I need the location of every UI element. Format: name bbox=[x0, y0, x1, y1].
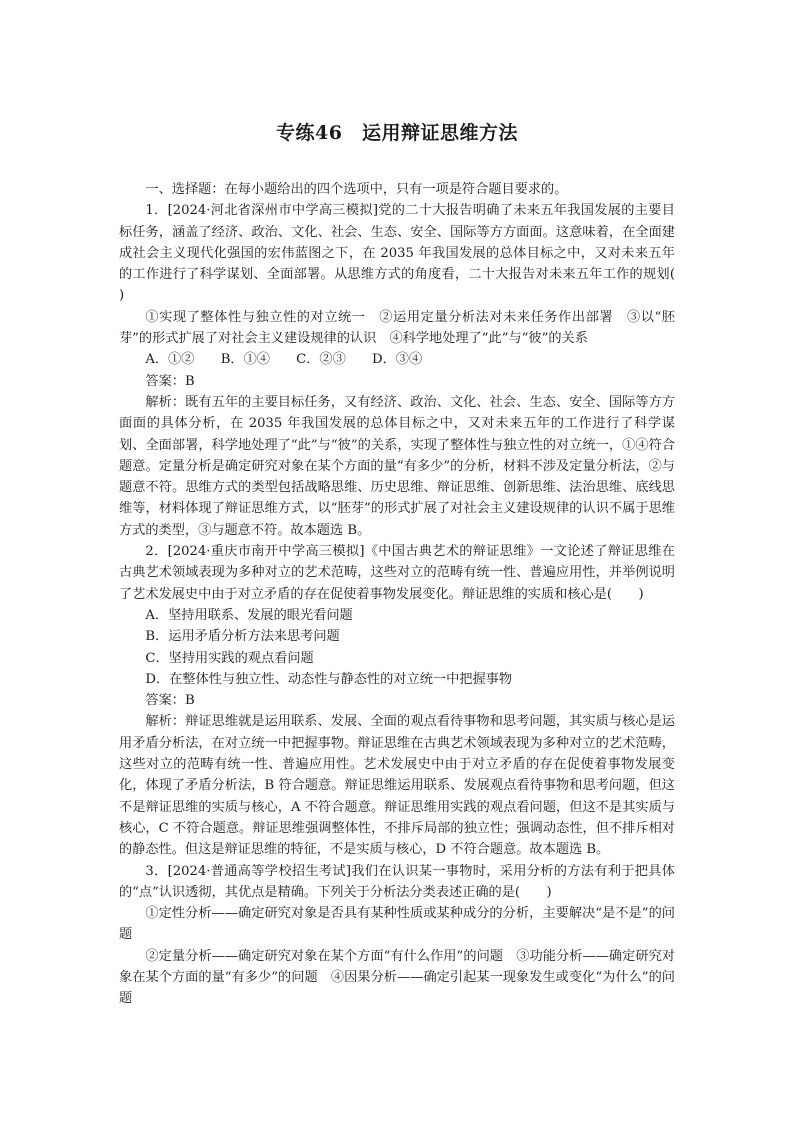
choice-b: B．①④ bbox=[220, 352, 270, 368]
question-3-stem: 3．[2024·普通高等学校招生考试]我们在认识某一事物时，采用分析的方法有利于把具体的“点”认识透彻，其优点是精确。下列关于分析法分类表述正确的是( ) bbox=[119, 863, 675, 900]
question-2-analysis: 解析：辩证思维就是运用联系、发展、全面的观点看待事物和思考问题，其实质与核心是运用矛盾分析法，在对立统一中把握事物。辩证思维在古典艺术领域表现为多种对立的艺术范畴，这些对立的范畴有统一性、普遍应用性。艺术发展史中由于对立矛盾的存在促使着事物发展变化，体现了矛盾分析法，B 符合题意。辩证思维运用联系、发展观点看待事物和思考问题，但这不是辩证思维的实质与核心，A 不符合题意。辩证思维用实践的观点看问题，但这不是其实质与核心，C 不符合题意。辩证思维强调整体性，不排斥局部的独立性；强调动态性，但不排斥相对的静态性。但这是辩证思维的特征，不是实质与核心，D 不符合题意。故本题选 B。 bbox=[119, 714, 675, 858]
question-1-stem: 1．[2024·河北省深州市中学高三模拟]党的二十大报告明确了未来五年我国发展的主要目标任务，涵盖了经济、政治、文化、社会、生态、安全、国际等方方面面。这意味着，在全面建成社会主义现代化强国的宏伟蓝图之下，在 2035 年我国发展的总体目标之中，又对未来五年的工作进行了科学谋划、全面部署。从思维方式的角度看，二十大报告对未来五年工作的规划( ) bbox=[119, 203, 702, 304]
choice-a: A．①② bbox=[145, 352, 195, 368]
document-page bbox=[119, 118, 702, 1010]
question-2-option-a: A．坚持用联系、发展的眼光看问题 bbox=[145, 607, 353, 623]
question-3-statements-2: ②定量分析——确定研究对象在某个方面“有什么作用”的问题 ③功能分析——确定研究对象在某个方面的量“有多少”的问题 ④因果分析——确定引起某一现象发生或变化“为什么”的问题 bbox=[119, 948, 675, 1007]
choice-c: C．②③ bbox=[296, 352, 346, 368]
question-2-option-d: D．在整体性与独立性、动态性与静态性的对立统一中把握事物 bbox=[145, 671, 513, 687]
choice-d: D．③④ bbox=[372, 352, 423, 368]
section-heading: 一、选择题：在每小题给出的四个选项中，只有一项是符合题目要求的。 bbox=[145, 182, 568, 197]
question-3-statement-1: ①定性分析——确定研究对象是否具有某种性质或某种成分的分析，主要解决“是不是”的问题 bbox=[119, 906, 675, 943]
page-title: 专练46 运用辩证思维方法 bbox=[276, 122, 518, 144]
question-2-answer: 答案：B bbox=[145, 693, 195, 709]
question-2-stem: 2．[2024·重庆市南开中学高三模拟]《中国古典艺术的辩证思维》一文论述了辩证思维在古典艺术领域表现为多种对立的艺术范畴，这些对立的范畴有统一性、普遍应用性，并举例说明了艺术发展史中由于对立矛盾的存在促使着事物发展变化。辩证思维的实质和核心是( ) bbox=[119, 544, 675, 602]
question-1-statements: ①实现了整体性与独立性的对立统一 ②运用定量分析法对未来任务作出部署 ③以“胚芽”的形式扩展了对社会主义建设规律的认识 ④科学地处理了“此”与“彼”的关系 bbox=[119, 309, 675, 347]
question-2-option-b: B．运用矛盾分析方法来思考问题 bbox=[145, 629, 340, 645]
question-1-choices bbox=[119, 349, 675, 370]
question-1-analysis: 解析：既有五年的主要目标任务，又有经济、政治、文化、社会、生态、安全、国际等方方面面的具体分析，在 2035 年我国发展的总体目标之中，又对未来五年的工作进行了科学谋划、全面部署，科学地处理了“此”与“彼”的关系，实现了整体性与独立性的对立统一，①④符合题意。定量分析是确定研究对象在某个方面的量“有多少”的分析，材料不涉及定量分析法，②与题意不符。思维方式的类型包括战略思维、历史思维、辩证思维、创新思维、法治思维、底线思维等，材料体现了辩证思维方式，以“胚芽”的形式扩展了对社会主义建设规律的认识不属于思维方式的类型，③与题意不符。故本题选 B。 bbox=[119, 394, 675, 538]
question-2-option-c: C．坚持用实践的观点看问题 bbox=[145, 650, 314, 666]
question-1-answer: 答案：B bbox=[145, 373, 195, 389]
